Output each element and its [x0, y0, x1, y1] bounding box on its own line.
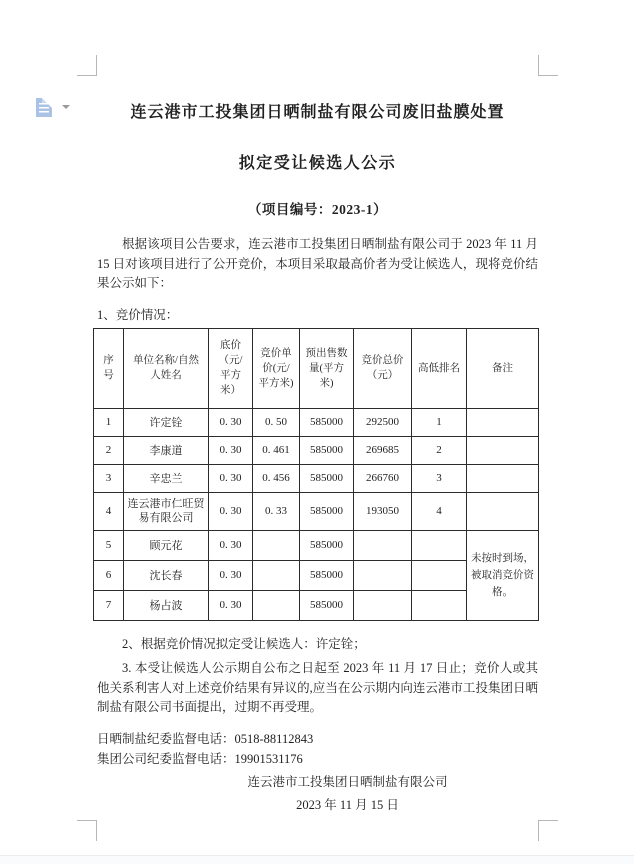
merged-remark-cell: 未按时到场，被取消竞价资格。: [467, 530, 539, 620]
cell-qty: 585000: [300, 408, 354, 436]
cell-unit: [253, 530, 300, 560]
table-row: [94, 408, 539, 436]
cell-rank: [412, 560, 467, 590]
cell-base: 0. 30: [209, 530, 253, 560]
col-header-rank: 高低排名: [412, 328, 467, 408]
cell-no: 6: [94, 560, 124, 590]
cell-base: 0. 30: [209, 590, 253, 620]
cell-unit: 0. 456: [253, 464, 300, 492]
doc-title-line1: 连云港市工投集团日晒制盐有限公司废旧盐膜处置: [130, 104, 505, 121]
cell-total: 292500: [354, 408, 412, 436]
cell-qty: 585000: [300, 530, 354, 560]
cell-rank: 3: [412, 464, 467, 492]
paragraph-3: 3. 本受让候选人公示期自公布之日起至 2023 年 11 月 17 日止；竞价人或其他关系利害人对上述竞价结果有异议的,应当在公示期内向连云港市工投集团日晒制盐有限公司书面提出，过期不再受理。: [97, 661, 538, 714]
document-content: [97, 75, 538, 817]
cell-qty: 585000: [300, 464, 354, 492]
cell-qty: 585000: [300, 560, 354, 590]
cell-remark: [467, 408, 539, 436]
cell-total: 193050: [354, 492, 412, 530]
intro-paragraph: 根据该项目公告要求，连云港市工投集团日晒制盐有限公司于 2023 年 11 月 15 日对该项目进行了公开竞价，本项目采取最高价者为受让候选人，现将竞价结果公示如下：: [97, 237, 538, 290]
cell-unit: 0. 33: [253, 492, 300, 530]
cell-unit: [253, 560, 300, 590]
table-row: [94, 436, 539, 464]
cell-base: 0. 30: [209, 408, 253, 436]
cell-remark: [467, 492, 539, 530]
table-row: [94, 492, 539, 530]
page-bottom-edge: [0, 855, 634, 864]
cell-total: [354, 560, 412, 590]
doc-title-line2: 拟定受让候选人公示: [238, 155, 397, 172]
cell-unit: [253, 590, 300, 620]
cell-name: 杨占波: [124, 590, 209, 620]
cell-no: 5: [94, 530, 124, 560]
cell-name: 连云港市仁旺贸易有限公司: [124, 492, 209, 530]
crop-mark-bottom-right: [538, 820, 558, 841]
cell-rank: [412, 530, 467, 560]
cell-name: 许定铨: [124, 408, 209, 436]
signature-block: [97, 771, 538, 817]
cell-base: 0. 30: [209, 560, 253, 590]
cell-no: 3: [94, 464, 124, 492]
chevron-down-icon[interactable]: [62, 105, 70, 109]
cell-rank: 2: [412, 436, 467, 464]
cell-base: 0. 30: [209, 464, 253, 492]
project-number: （项目编号：2023-1）: [247, 202, 388, 217]
cell-remark: [467, 464, 539, 492]
cell-no: 7: [94, 590, 124, 620]
cell-qty: 585000: [300, 590, 354, 620]
cell-no: 2: [94, 436, 124, 464]
col-header-name: 单位名称/自然人姓名: [124, 328, 209, 408]
cell-qty: 585000: [300, 436, 354, 464]
cell-total: 269685: [354, 436, 412, 464]
paragraph-2: 2、根据竞价情况拟定受让候选人：许定铨；: [122, 636, 366, 651]
cell-qty: 585000: [300, 492, 354, 530]
col-header-remark: 备注: [467, 328, 539, 408]
supervision-phone-1: 日晒制盐纪委监督电话：0518-88112843: [97, 731, 314, 746]
cell-base: 0. 30: [209, 436, 253, 464]
crop-mark-top-left: [77, 55, 97, 76]
contact-block: [97, 729, 538, 769]
cell-name: 李康道: [124, 436, 209, 464]
crop-mark-top-right: [538, 55, 558, 76]
cell-no: 1: [94, 408, 124, 436]
col-header-base: 底价（元/平方米）: [209, 328, 253, 408]
col-header-total: 竞价总价（元）: [354, 328, 412, 408]
table-row: [94, 464, 539, 492]
cell-name: 顾元花: [124, 530, 209, 560]
signature-company: 连云港市工投集团日晒制盐有限公司: [247, 774, 448, 789]
col-header-qty: 预出售数量(平方米): [300, 328, 354, 408]
cell-total: 266760: [354, 464, 412, 492]
bid-results-table: [93, 328, 539, 621]
table-row: [94, 530, 539, 560]
cell-total: [354, 530, 412, 560]
cell-name: 辛忠兰: [124, 464, 209, 492]
cell-unit: 0. 50: [253, 408, 300, 436]
cell-rank: 1: [412, 408, 467, 436]
cell-unit: 0. 461: [253, 436, 300, 464]
section-1-label: 1、竞价情况：: [97, 307, 179, 322]
cell-no: 4: [94, 492, 124, 530]
paste-options-button[interactable]: [34, 96, 72, 120]
col-header-unit: 竞价单价(元/平方米): [253, 328, 300, 408]
col-header-no: 序号: [94, 328, 124, 408]
signature-date: 2023 年 11 月 15 日: [296, 797, 399, 812]
cell-name: 沈长春: [124, 560, 209, 590]
paste-options-icon: [36, 98, 52, 117]
cell-rank: [412, 590, 467, 620]
crop-mark-bottom-left: [77, 820, 97, 841]
supervision-phone-2: 集团公司纪委监督电话：19901531176: [97, 751, 303, 766]
cell-rank: 4: [412, 492, 467, 530]
cell-remark: [467, 436, 539, 464]
cell-total: [354, 590, 412, 620]
cell-base: 0. 30: [209, 492, 253, 530]
table-header-row: [94, 328, 539, 408]
